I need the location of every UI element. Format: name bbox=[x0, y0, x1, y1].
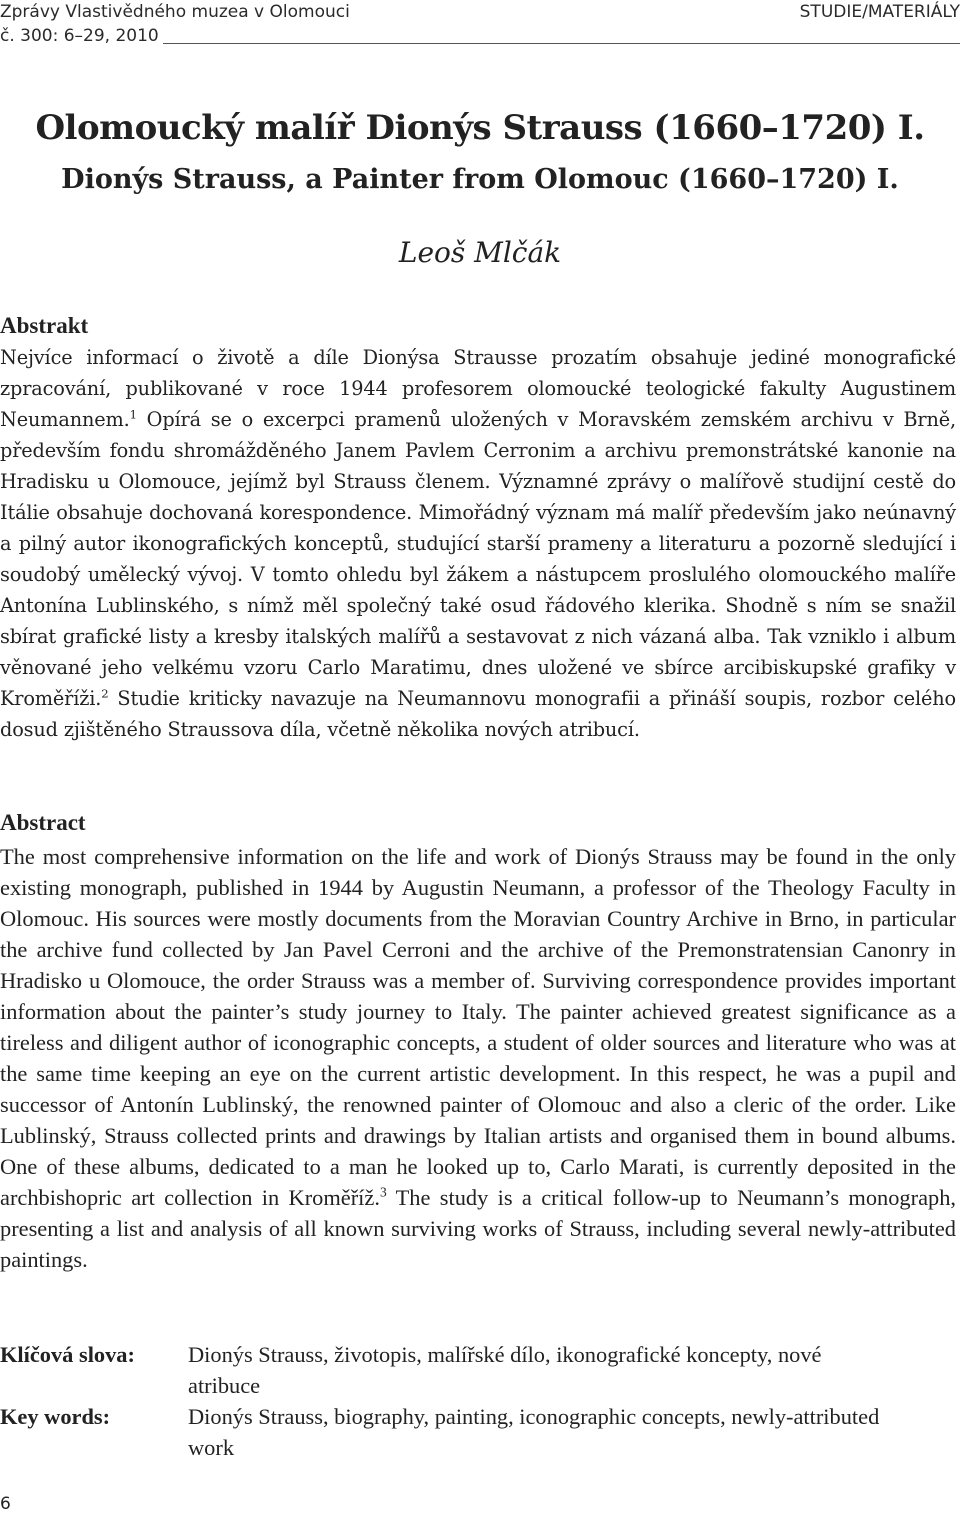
keywords-en-value: Dionýs Strauss, biography, painting, iconographic concepts, newly-attributed work bbox=[188, 1404, 880, 1460]
author-name: Leoš Mlčák bbox=[398, 236, 562, 269]
abstrakt-text bbox=[0, 342, 956, 745]
abstract-part1: The most comprehensive information on the life and work of Dionýs Strauss may be found in the only existing monograph, published in 1944 by Augustin Neumann, a professor of the Theology Faculty in Olomouc. His sources were mostly documents from the Moravian Country Archive in Brno, in particular the archive fund collected by Jan Pavel Cerroni and the archive of the Premonstratensian Canonry in Hradisko u Olomouce, the order Strauss was a member of. Surviving correspondence provides important information about the painter’s study journey to Italy. The painter achieved greatest significance as a tireless and diligent author of iconographic concepts, a student of older sources and literature who was at the same time keeping an eye on the current artistic development. In this respect, he was a pupil and successor of Antonín Lublinský, the renowned painter of Olomouc and also a cleric of the order. Like Lublinský, Strauss collected prints and drawings by Italian artists and organised them in bound albums. One of these albums, dedicated to a man he looked up to, Carlo Marati, is currently deposited in the archbishopric art collection in Kroměříž. bbox=[0, 844, 956, 1210]
keywords-cz-label: Klíčová slova: bbox=[0, 1342, 135, 1367]
section-label: STUDIE/MATERIÁLY bbox=[799, 2, 960, 22]
abstract-text bbox=[0, 841, 956, 1275]
page-number: 6 bbox=[0, 1494, 11, 1514]
issue-info: č. 300: 6–29, 2010 bbox=[0, 26, 159, 46]
running-header bbox=[0, 0, 960, 48]
footnote-ref-1[interactable]: 1 bbox=[129, 407, 137, 422]
abstrakt-heading: Abstrakt bbox=[0, 313, 89, 338]
header-rule bbox=[163, 43, 960, 44]
keywords-en-label: Key words: bbox=[0, 1404, 111, 1429]
article-subtitle: Dionýs Strauss, a Painter from Olomouc (1660–1720) I. bbox=[61, 164, 899, 195]
journal-name: Zprávy Vlastivědného muzea v Olomouci bbox=[0, 2, 350, 22]
abstrakt-part3: Studie kriticky navazuje na Neumannovu monografii a přináší soupis, rozbor celého dosud zjištěného Straussova díla, včetně několika nových atribucí. bbox=[0, 687, 956, 741]
abstract-part2: The study is a critical follow-up to Neumann’s monograph, presenting a list and analysis of all known surviving works of Strauss, including several newly-attributed paintings. bbox=[0, 1185, 957, 1272]
abstrakt-part1: Nejvíce informací o životě a díle Dionýsa Strausse prozatím obsahuje jediné monografické zpracování, publikované v roce 1944 profesorem olomoucké teologické fakulty Augustinem Neumannem. bbox=[0, 346, 956, 431]
keywords-cz-value: Dionýs Strauss, životopis, malířské dílo, ikonografické koncepty, nové atribuce bbox=[188, 1342, 822, 1398]
footnote-ref-3[interactable]: 3 bbox=[379, 1184, 387, 1200]
abstract-heading: Abstract bbox=[0, 810, 86, 835]
article-title: Olomoucký malíř Dionýs Strauss (1660–1720) I. bbox=[35, 108, 925, 148]
footnote-ref-2[interactable]: 2 bbox=[101, 686, 109, 701]
abstrakt-part2: Opírá se o excerpci pramenů uložených v Moravském zemském archivu v Brně, především fondu shromážděného Janem Pavlem Cerronim a archivu premonstrátské kanonie na Hradisku u Olomouce, jejímž byl Strauss členem. Významné zprávy o malířově studijní cestě do Itálie obsahuje dochovaná korespondence. Mimořádný význam má malíř především jako neúnavný a pilný autor ikonografických konceptů, studující starší prameny a literaturu a pozorně sledující i soudobý umělecký vývoj. V tomto ohledu byl žákem a nástupcem proslulého olomouckého malíře Antonína Lublinského, s nímž měl společný také osud řádového klerika. Shodně s ním se snažil sbírat grafické listy a kresby italských malířů a sestavovat z nich vázaná alba. Tak vzniklo i album věnované jeho velkému vzoru Carlo Maratimu, dnes uložené ve sbírce arcibiskupské grafiky v Kroměříži. bbox=[0, 408, 956, 710]
